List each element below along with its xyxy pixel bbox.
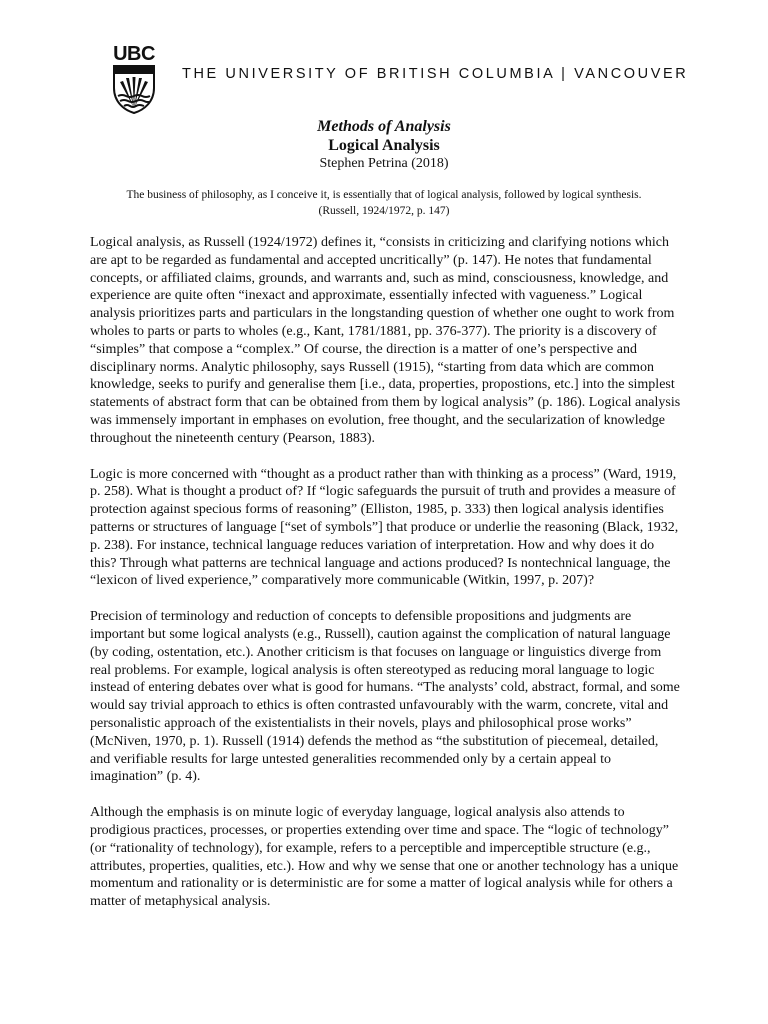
epigraph	[60, 187, 708, 219]
logo-wordmark: UBC	[113, 43, 155, 65]
epigraph-citation: (Russell, 1924/1972, p. 147)	[318, 205, 450, 217]
ubc-crest-icon	[110, 64, 158, 114]
document-heading	[0, 117, 768, 172]
body-paragraph: Logic is more concerned with “thought as a product rather than with thinking as a process” (Ward, 1919, p. 258). What is thought a product of? If “logic safeguards the pursuit of truth and provides a measure of protection against specious forms of reasoning” (Elliston, 1985, p. 333) then logical analysis identifies patterns or structures of language [“set of symbols”] that produce or underlie the reasoning (Black, 1932, p. 238). For instance, technical language reduces variation of interpretation. How and why does it do this? Through what patterns are technical language and actions produced? Is nontechnical language, the “lexicon of lived experience,” comparatively more communicable (Witkin, 1997, p. 207)?	[90, 466, 679, 589]
ubc-logo	[110, 44, 158, 116]
university-name: THE UNIVERSITY OF BRITISH COLUMBIA | VANCOUVER	[182, 66, 689, 82]
body-paragraph: Logical analysis, as Russell (1924/1972) defines it, “consists in criticizing and clarifying notions which are apt to be regarded as fundamental and accepted uncritically” (p. 147). He notes that fundamental concepts, or affiliated claims, grounds, and warrants and, such as mind, consciousness, knowledge, and experience are quite often “inexact and approximate, essentially infected with vagueness.” Logical analysis prioritizes parts and particulars in the longstanding question of whether one ought to work from wholes to parts or parts to wholes (e.g., Kant, 1781/1881, pp. 376-377). The priority is a discovery of “simples” that compose a “complex.” Of course, the direction is a matter of one’s perspective and disciplinary norms. Analytic philosophy, says Russell (1915), “starting from data which are common knowledge, seeks to purify and generalise them [i.e., data, properties, propostions, etc.] into the simplest statements of abstract form that can be obtained from them by logical analysis” (p. 186). Logical analysis was immensely important in emphases on evolution, free thought, and the secularization of knowledge throughout the nineteenth century (Pearson, 1883).	[90, 235, 681, 446]
document-body	[90, 234, 682, 929]
page-title: Logical Analysis	[328, 137, 440, 154]
epigraph-quote: The business of philosophy, as I conceive it, is essentially that of logical analysis, followed by logical synthesis.	[126, 189, 642, 201]
author-line: Stephen Petrina (2018)	[319, 156, 449, 171]
body-paragraph: Although the emphasis is on minute logic of everyday language, logical analysis also attends to prodigious practices, processes, or properties extending over time and space. The “logic of technology” (or “rationality of technology), for example, refers to a perceptible and imperceptible structure (e.g., attributes, properties, qualities, etc.). How and why we sense that one or another technology has a unique momentum and rationality or is deterministic are for some a matter of logical analysis while for others a matter of metaphysical analysis.	[90, 805, 679, 910]
page-header	[110, 44, 710, 116]
series-title: Methods of Analysis	[317, 118, 451, 135]
body-paragraph: Precision of terminology and reduction of concepts to defensible propositions and judgments are important but some logical analysts (e.g., Russell), caution against the complication of natural language (by coding, ostentation, etc.). Another criticism is that focuses on language or linguistics diverge from real problems. For example, logical analysis is often stereotyped as reducing moral language to logic instead of entering debates over what is good for humans. “The analysts’ cold, abstract, formal, and some would say trivial approach to ethics is often contrasted unfavourably with the warm, concrete, vital and personalistic approach of the existentialists in their novels, plays and philosophical prose works” (McNiven, 1970, p. 1). Russell (1914) defends the method as “the substitution of piecemeal, detailed, and verifiable results for large untested generalities recommended only by a certain appeal to imagination” (p. 4).	[90, 609, 680, 785]
